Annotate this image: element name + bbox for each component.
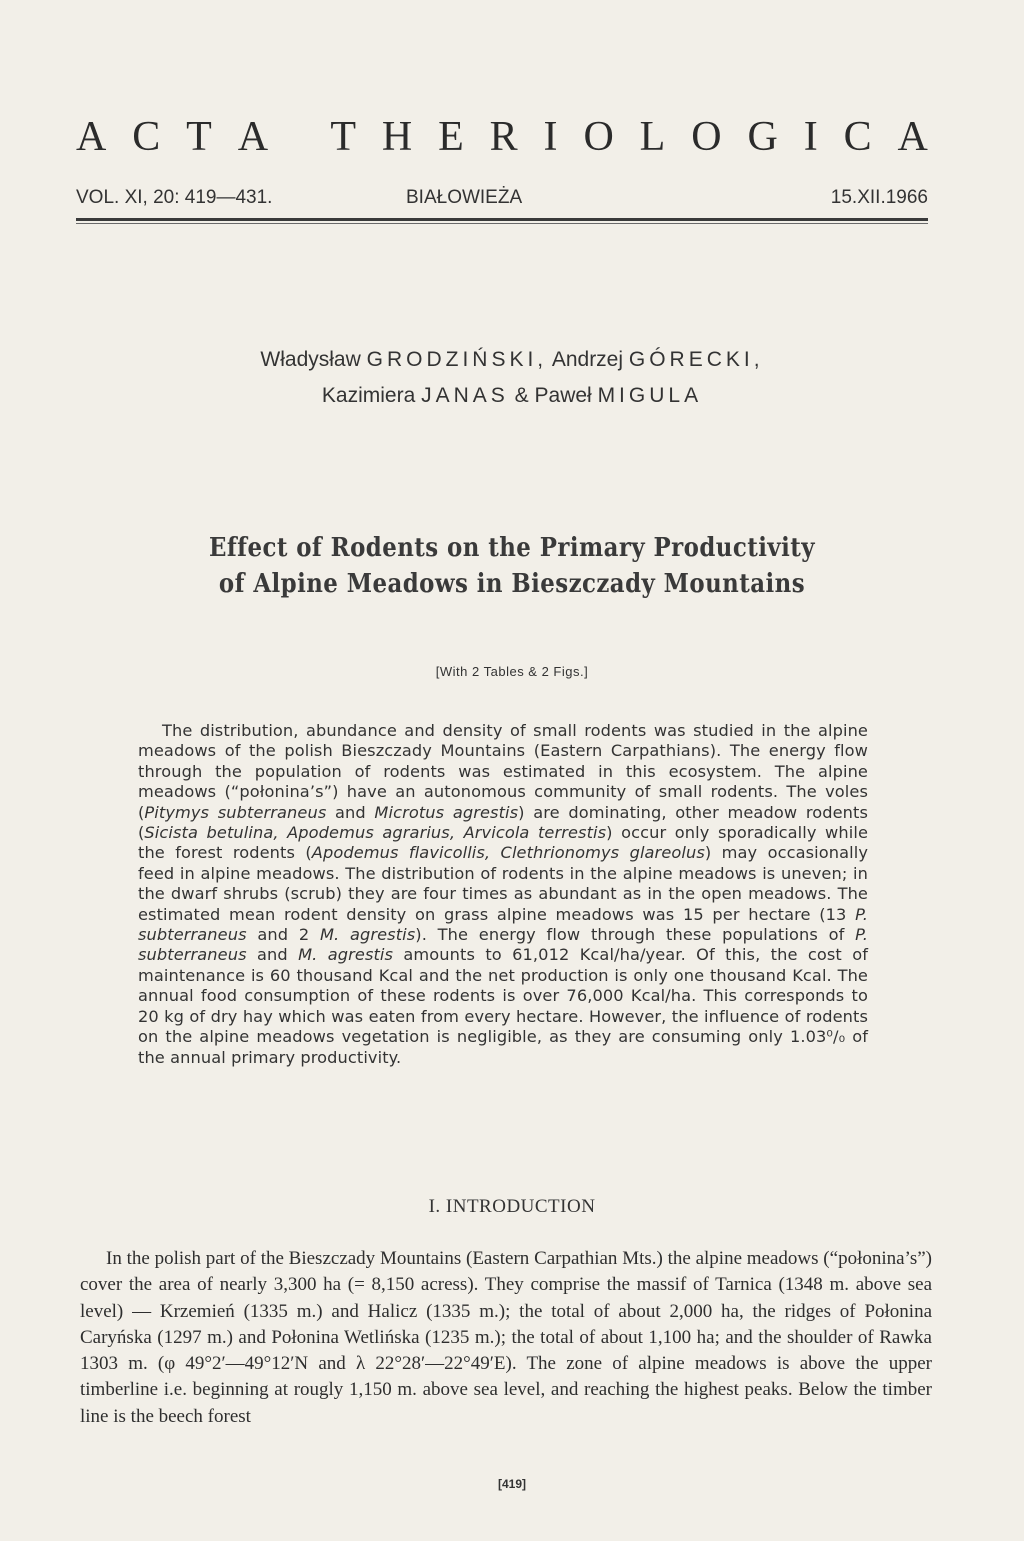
species-name: M. agrestis (319, 925, 416, 945)
abstract-text: and 2 (246, 925, 320, 945)
journal-title (76, 112, 928, 162)
publication-date: 15.XII.1966 (830, 187, 928, 208)
header-rule-thin (76, 223, 928, 224)
journal-title-letter: I (543, 114, 558, 160)
journal-title-letter: L (639, 114, 666, 160)
journal-title-letter: T (186, 114, 212, 160)
author-first-name: Paweł (534, 384, 592, 407)
journal-title-letter: O (691, 114, 722, 160)
author-surname: MIGULA (597, 384, 703, 407)
author-line-2 (120, 378, 904, 414)
article-title-line-1: Effect of Rodents on the Primary Productivity (209, 533, 815, 563)
abstract-text: The distribution, abundance and density of small rodents was studied in the alpine meadows of the polish Bieszczady Mountains (Eastern Carpathians). The energy flow through the population of rodents was estimated in this ecosystem. The alpine meadows (“połonina’s”) have an autonomous community of small rodents. The voles ( (138, 721, 868, 822)
author-first-name: Andrzej (551, 348, 624, 371)
species-name: P. subterraneus (138, 925, 868, 965)
abstract-text: and (326, 802, 375, 822)
volume-info: VOL. XI, 20: 419—431. (76, 187, 273, 208)
journal-title-letter: A (237, 114, 269, 160)
article-title-line-2: of Alpine Meadows in Bieszczady Mountains (218, 569, 806, 599)
publication-place: BIAŁOWIEŻA (406, 187, 523, 208)
author-ampersand: & (514, 384, 529, 407)
abstract-text: ) may occasionally feed in alpine meadows. The distribution of rodents in the alpine meadows is uneven; in the dwarf shrubs (scrub) they are four times as abundant as in the open meadows. The estimated mean rodent density on grass alpine meadows was 15 per hectare (13 (138, 843, 868, 924)
journal-title-letter: A (897, 114, 928, 160)
abstract-text: and (246, 945, 299, 965)
journal-title-letter: A (76, 114, 107, 160)
species-name: Sicista betulina, Apodemus agrarius, Arvicola terrestis (144, 823, 607, 843)
journal-title-letter: T (330, 114, 356, 160)
journal-title-letter: I (803, 114, 818, 160)
journal-title-letter: G (747, 114, 778, 160)
author-line-1 (120, 342, 904, 378)
introduction-paragraph: In the polish part of the Bieszczady Mountains (Eastern Carpathian Mts.) the alpine meadows (“połonina’s”) cover the area of nearly 3,300 ha (= 8,150 acress). They comprise the massif of Tarnica (1348 m. above sea level) — Krzemień (1335 m.) and Halicz (1335 m.); the total of about 2,000 ha, the ridges of Połonina Caryńska (1297 m.) and Połonina Wetlińska (1235 m.); the total of about 1,100 ha; and the shoulder of Rawka 1303 m. (φ 49°2′—49°12′N and λ 22°28′—22°49′E). The zone of alpine meadows is above the upper timberline i.e. beginning at rougly 1,150 m. above sea level, and reaching the highest peaks. Below the timber line is the beech forest (80, 1248, 932, 1427)
author-list (120, 342, 904, 414)
header-rule-thick (76, 218, 928, 221)
journal-title-letter: O (583, 114, 614, 160)
author-first-name: Władysław (260, 348, 361, 371)
section-heading-introduction: I. INTRODUCTION (428, 1196, 596, 1217)
abstract-text: ). The energy flow through these populations of (415, 925, 856, 945)
species-name: Apodemus flavicollis, Clethrionomys glareolus (311, 843, 705, 863)
abstract (138, 721, 868, 1068)
article-title (167, 530, 857, 602)
species-name: M. agrestis (298, 945, 394, 965)
species-name: Pitymys subterraneus (144, 802, 327, 822)
journal-title-letter: C (132, 114, 161, 160)
abstract-text: amounts to 61,012 Kcal/ha/year. Of this, the cost of maintenance is 60 thousand Kcal and the net production is only one thousand Kcal. The annual food consumption of these rodents is over 76,000 Kcal/ha. This corresponds to 20 kg of dry hay which was eaten from every hectare. However, the influence of rodents on the alpine meadows vegetation is negligible, as they are consuming only 1.03⁰/₀ of the annual primary productivity. (138, 945, 868, 1067)
journal-title-letter: H (381, 114, 413, 160)
species-name: P. subterraneus (138, 904, 868, 945)
journal-title-letter: E (438, 114, 464, 160)
species-name: Microtus agrestis (374, 802, 519, 822)
journal-title-letter: R (489, 114, 518, 160)
page-number: [419] (497, 1477, 526, 1491)
author-first-name: Kazimiera (321, 384, 416, 407)
abstract-text: ) are dominating, other meadow rodents ( (138, 802, 868, 843)
tables-figures-note: [With 2 Tables & 2 Figs.] (435, 664, 589, 679)
abstract-text: ) occur only sporadically while the forest rodents ( (138, 823, 869, 863)
author-surname: GRODZIŃSKI, (366, 348, 548, 371)
author-surname: JANAS (421, 384, 509, 407)
journal-title-letter: C (843, 114, 872, 160)
author-surname: GÓRECKI, (628, 348, 764, 371)
journal-title-letter (294, 112, 305, 162)
